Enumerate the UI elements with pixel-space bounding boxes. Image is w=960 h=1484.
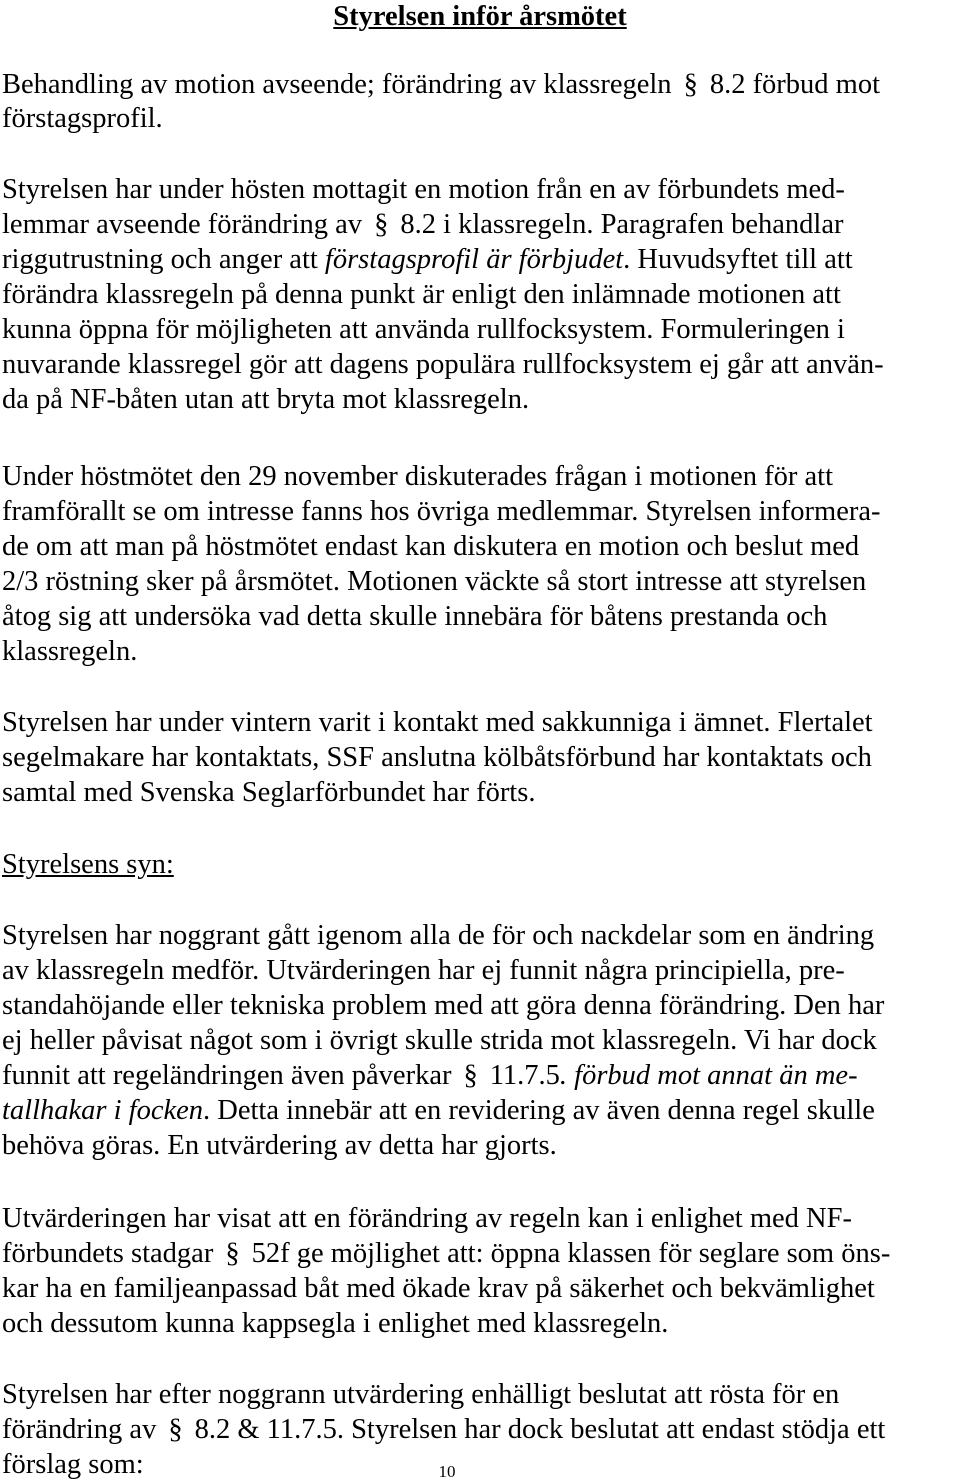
text-line: [2, 208, 843, 242]
section-symbol: §: [225, 1238, 240, 1269]
text-span: 8.2 & 11.7.5. Styrelsen har dock beslutat att endast stödja ett: [194, 1414, 886, 1445]
italic-phrase: förstagsprofil är förbjudet: [324, 244, 624, 275]
text-span: förbundets stadgar: [2, 1238, 214, 1269]
text-line: klassregeln.: [2, 636, 138, 667]
text-line: framförallt se om intresse fanns hos övriga medlemmar. Styrelsen informera-: [2, 496, 881, 527]
text-line: [2, 1059, 858, 1093]
text-span: funnit att regeländringen även påverkar: [2, 1060, 452, 1091]
text-line: Under höstmötet den 29 november diskuterades frågan i motionen för att: [2, 461, 834, 492]
text-line: och dessutom kunna kappsegla i enlighet med klassregeln.: [2, 1308, 669, 1339]
text-line: [2, 1237, 890, 1271]
section-symbol: §: [374, 209, 389, 240]
text-line: da på NF-båten utan att bryta mot klassregeln.: [2, 384, 530, 415]
text-span: lemmar avseende förändring av: [2, 209, 363, 240]
text-line: [2, 243, 853, 277]
text-span: 8.2 i klassregeln. Paragrafen behandlar: [400, 209, 844, 240]
text-line: nuvarande klassregel gör att dagens populära rullfocksystem ej går att använ-: [2, 349, 884, 380]
text-span: 11.7.5: [489, 1060, 560, 1091]
text-line: kar ha en familjeanpassad båt med ökade krav på säkerhet och bekvämlighet: [2, 1273, 875, 1304]
text-line: de om att man på höstmötet endast kan diskutera en motion och beslut med: [2, 531, 860, 562]
text-line: standahöjande eller tekniska problem med att göra denna förändring. Den har: [2, 990, 885, 1021]
text-line: av klassregeln medför. Utvärderingen har ej funnit några principiella, pre-: [2, 955, 845, 986]
section-heading: Styrelsens syn:: [2, 849, 174, 880]
text-span: riggutrustning och anger att: [2, 244, 325, 275]
text-line: [2, 1413, 885, 1447]
section-symbol: §: [683, 69, 698, 100]
text-span: . Huvudsyftet till att: [623, 244, 853, 275]
text-line: förstagsprofil.: [2, 103, 163, 134]
text-span: Behandling av motion avseende; förändring av klassregeln: [2, 69, 672, 100]
text-line: Styrelsen har under hösten mottagit en motion från en av förbundets med-: [2, 174, 845, 205]
text-line: Styrelsen har efter noggrann utvärdering enhälligt beslutat att rösta för en: [2, 1379, 840, 1410]
text-line: [2, 1094, 875, 1128]
text-line: Styrelsen har noggrant gått igenom alla de för och nackdelar som en ändring: [2, 920, 875, 951]
text-line: åtog sig att undersöka vad detta skulle innebära för båtens prestanda och: [2, 601, 828, 632]
text-line: förändra klassregeln på denna punkt är enligt den inlämnade motionen att: [2, 279, 841, 310]
text-line: samtal med Svenska Seglarförbundet har förts.: [2, 777, 536, 808]
section-symbol: §: [168, 1414, 183, 1445]
text-span: 8.2 förbud mot: [709, 69, 881, 100]
text-line: [2, 68, 880, 102]
italic-phrase: tallhakar i focken: [2, 1095, 204, 1126]
text-line: behöva göras. En utvärdering av detta har gjorts.: [2, 1130, 557, 1161]
italic-phrase: . förbud mot annat än me-: [559, 1060, 858, 1091]
text-span: . Detta innebär att en revidering av även denna regel skulle: [203, 1095, 875, 1126]
text-line: kunna öppna för möjligheten att använda rullfocksystem. Formuleringen i: [2, 314, 845, 345]
text-line: Styrelsen har under vintern varit i kontakt med sakkunniga i ämnet. Flertalet: [2, 707, 873, 738]
text-line: 2/3 röstning sker på årsmötet. Motionen väckte så stort intresse att styrelsen: [2, 566, 867, 597]
text-line: förslag som:: [2, 1449, 144, 1480]
text-line: ej heller påvisat något som i övrigt skulle strida mot klassregeln. Vi har dock: [2, 1025, 877, 1056]
section-symbol: §: [463, 1060, 478, 1091]
text-line: Utvärderingen har visat att en förändring av regeln kan i enlighet med NF-: [2, 1203, 852, 1234]
page-title: Styrelsen inför årsmötet: [333, 1, 627, 32]
text-span: 52f ge möjlighet att: öppna klassen för seglare som öns-: [251, 1238, 891, 1269]
text-line: segelmakare har kontaktats, SSF anslutna kölbåtsförbund har kontaktats och: [2, 742, 872, 773]
text-span: förändring av: [2, 1414, 157, 1445]
page-number: 10: [438, 1462, 456, 1481]
